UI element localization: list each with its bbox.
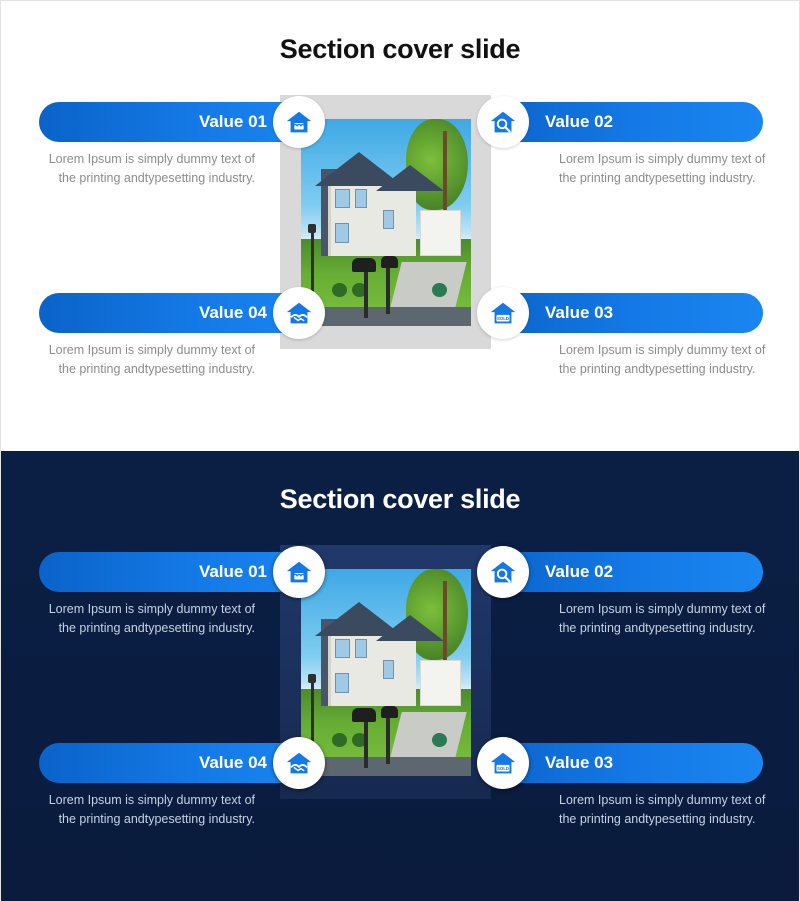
house-rain-icon: [273, 546, 325, 598]
value-description-03: Lorem Ipsum is simply dummy text of the printing andtypesetting industry.: [559, 343, 766, 376]
value-label-04-dark: Value 04: [198, 753, 267, 772]
value-label-01-dark: Value 01: [198, 562, 267, 581]
value-description-02: Lorem Ipsum is simply dummy text of the printing andtypesetting industry.: [559, 152, 766, 185]
value-description-01: Lorem Ipsum is simply dummy text of the printing andtypesetting industry.: [48, 152, 255, 185]
value-label-01: Value 01: [198, 112, 267, 131]
value-bar-02-dark[interactable]: [481, 552, 763, 592]
house-search-icon: [477, 546, 529, 598]
page-title: Section cover slide: [279, 34, 521, 64]
house-search-icon: [477, 96, 529, 148]
suburban-house-photo: [301, 119, 471, 326]
value-description-02-dark: Lorem Ipsum is simply dummy text of the printing andtypesetting industry.: [559, 602, 766, 635]
suburban-house-photo-dark: [301, 569, 471, 776]
value-label-02-dark: Value 02: [545, 562, 614, 581]
value-bar-03[interactable]: [481, 293, 763, 333]
value-description-04-dark: Lorem Ipsum is simply dummy text of the printing andtypesetting industry.: [48, 793, 255, 826]
value-label-03: Value 03: [545, 303, 614, 322]
svg-text:SOLD: SOLD: [497, 315, 509, 321]
value-label-04: Value 04: [198, 303, 267, 322]
value-bar-01-dark[interactable]: [39, 552, 321, 592]
value-description-03-dark: Lorem Ipsum is simply dummy text of the printing andtypesetting industry.: [559, 793, 766, 826]
value-bar-02[interactable]: [481, 102, 763, 142]
value-label-02: Value 02: [545, 112, 614, 131]
value-description-04: Lorem Ipsum is simply dummy text of the printing andtypesetting industry.: [48, 343, 255, 376]
slide-dark: [1, 451, 799, 901]
house-sold-sign-icon: [477, 287, 529, 339]
value-bar-04-dark[interactable]: [39, 743, 321, 783]
house-sold-sign-icon: [477, 737, 529, 789]
house-handshake-icon: [273, 737, 325, 789]
value-bar-03-dark[interactable]: [481, 743, 763, 783]
slide-light: [1, 1, 799, 451]
value-bar-01[interactable]: [39, 102, 321, 142]
house-rain-icon: [273, 96, 325, 148]
svg-text:SOLD: SOLD: [497, 765, 509, 771]
value-bar-04[interactable]: [39, 293, 321, 333]
page-title-dark: Section cover slide: [279, 484, 521, 514]
value-label-03-dark: Value 03: [545, 753, 614, 772]
value-description-01-dark: Lorem Ipsum is simply dummy text of the printing andtypesetting industry.: [48, 602, 255, 635]
house-handshake-icon: [273, 287, 325, 339]
